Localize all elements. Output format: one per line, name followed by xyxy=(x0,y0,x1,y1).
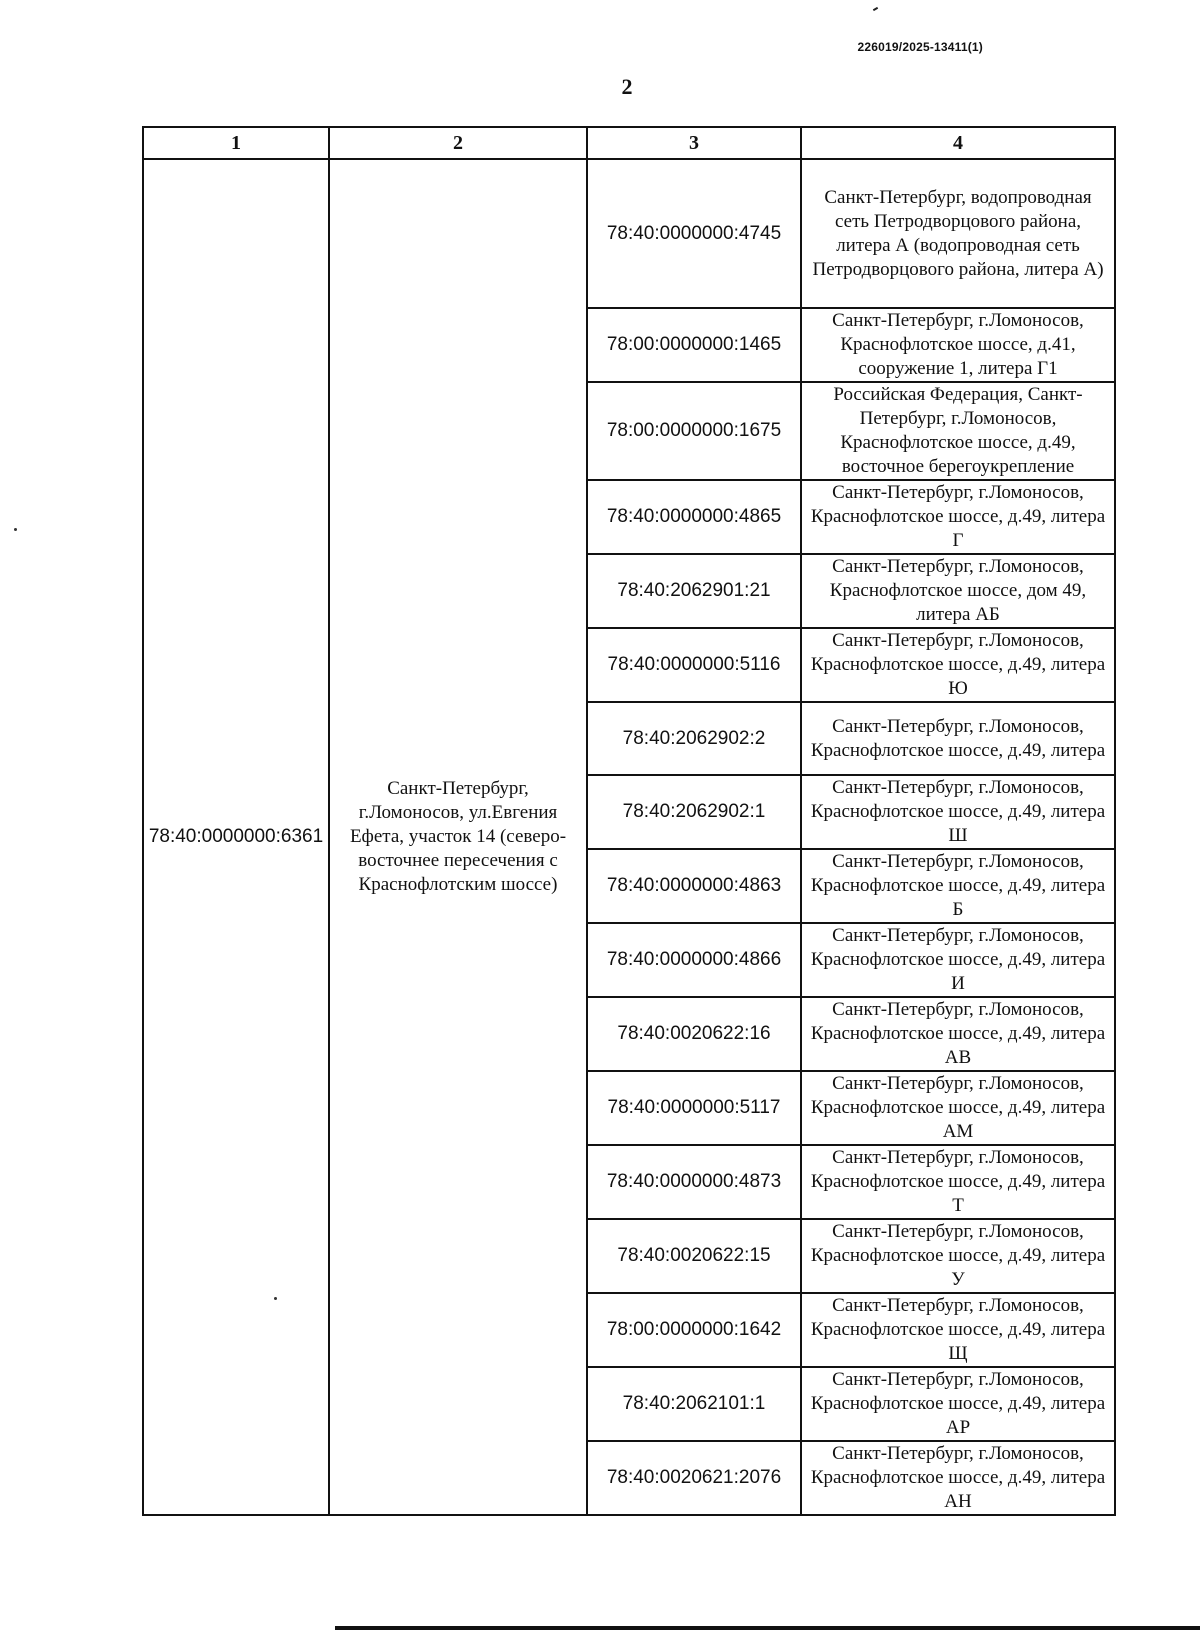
object-address: Санкт-Петербург, г.Ломоносов, Краснофлотское шоссе, д.49, литера АН xyxy=(801,1441,1115,1515)
page-number: 2 xyxy=(621,74,633,99)
object-address: Санкт-Петербург, водопроводная сеть Петродворцового района, литера А (водопроводная сеть Петродворцового района, литера А) xyxy=(801,159,1115,308)
object-address: Санкт-Петербург, г.Ломоносов, Краснофлотское шоссе, д.49, литера Т xyxy=(801,1145,1115,1219)
bottom-border xyxy=(335,1626,1200,1630)
scan-mark xyxy=(873,7,878,11)
object-cadastral-number: 78:00:0000000:1465 xyxy=(587,308,801,382)
object-address: Санкт-Петербург, г.Ломоносов, Краснофлотское шоссе, д.49, литера АВ xyxy=(801,997,1115,1071)
scan-speck xyxy=(14,528,17,531)
parcel-address: Санкт-Петербург, г.Ломоносов, ул.Евгения Ефета, участок 14 (северо-восточнее пересечения с Краснофлотским шоссе) xyxy=(329,159,587,1515)
object-cadastral-number: 78:40:0000000:5117 xyxy=(587,1071,801,1145)
object-cadastral-number: 78:40:0000000:4866 xyxy=(587,923,801,997)
object-cadastral-number: 78:40:2062901:21 xyxy=(587,554,801,628)
parcel-cadastral-number: 78:40:0000000:6361 xyxy=(143,159,329,1515)
table-row xyxy=(143,159,1115,308)
table-header-row xyxy=(143,127,1115,159)
object-cadastral-number: 78:40:2062902:1 xyxy=(587,775,801,849)
object-address: Санкт-Петербург, г.Ломоносов, Краснофлотское шоссе, д.41, сооружение 1, литера Г1 xyxy=(801,308,1115,382)
column-header-4: 4 xyxy=(801,127,1115,159)
object-address: Санкт-Петербург, г.Ломоносов, Краснофлотское шоссе, д.49, литера Щ xyxy=(801,1293,1115,1367)
object-address: Санкт-Петербург, г.Ломоносов, Краснофлотское шоссе, д.49, литера xyxy=(801,702,1115,775)
object-address: Санкт-Петербург, г.Ломоносов, Краснофлотское шоссе, д.49, литера И xyxy=(801,923,1115,997)
object-cadastral-number: 78:40:0000000:5116 xyxy=(587,628,801,702)
object-cadastral-number: 78:00:0000000:1675 xyxy=(587,382,801,480)
object-address: Санкт-Петербург, г.Ломоносов, Краснофлотское шоссе, д.49, литера Б xyxy=(801,849,1115,923)
object-address: Санкт-Петербург, г.Ломоносов, Краснофлотское шоссе, д.49, литера Г xyxy=(801,480,1115,554)
object-cadastral-number: 78:40:0020622:15 xyxy=(587,1219,801,1293)
object-cadastral-number: 78:40:0000000:4873 xyxy=(587,1145,801,1219)
object-cadastral-number: 78:40:2062101:1 xyxy=(587,1367,801,1441)
object-cadastral-number: 78:40:0000000:4745 xyxy=(587,159,801,308)
object-address: Санкт-Петербург, г.Ломоносов, Краснофлотское шоссе, д.49, литера АМ xyxy=(801,1071,1115,1145)
object-address: Российская Федерация, Санкт-Петербург, г.Ломоносов, Краснофлотское шоссе, д.49, восточное берегоукрепление xyxy=(801,382,1115,480)
object-address: Санкт-Петербург, г.Ломоносов, Краснофлотское шоссе, д.49, литера Ш xyxy=(801,775,1115,849)
object-address: Санкт-Петербург, г.Ломоносов, Краснофлотское шоссе, д.49, литера Ю xyxy=(801,628,1115,702)
object-address: Санкт-Петербург, г.Ломоносов, Краснофлотское шоссе, дом 49, литера АБ xyxy=(801,554,1115,628)
object-cadastral-number: 78:40:0000000:4865 xyxy=(587,480,801,554)
document-registration-number: 226019/2025-13411(1) xyxy=(857,40,983,54)
object-cadastral-number: 78:00:0000000:1642 xyxy=(587,1293,801,1367)
object-address: Санкт-Петербург, г.Ломоносов, Краснофлотское шоссе, д.49, литера У xyxy=(801,1219,1115,1293)
column-header-2: 2 xyxy=(329,127,587,159)
cadastral-table xyxy=(142,126,1116,1516)
column-header-3: 3 xyxy=(587,127,801,159)
object-address: Санкт-Петербург, г.Ломоносов, Краснофлотское шоссе, д.49, литера АР xyxy=(801,1367,1115,1441)
object-cadastral-number: 78:40:0000000:4863 xyxy=(587,849,801,923)
object-cadastral-number: 78:40:0020622:16 xyxy=(587,997,801,1071)
object-cadastral-number: 78:40:2062902:2 xyxy=(587,702,801,775)
column-header-1: 1 xyxy=(143,127,329,159)
object-cadastral-number: 78:40:0020621:2076 xyxy=(587,1441,801,1515)
